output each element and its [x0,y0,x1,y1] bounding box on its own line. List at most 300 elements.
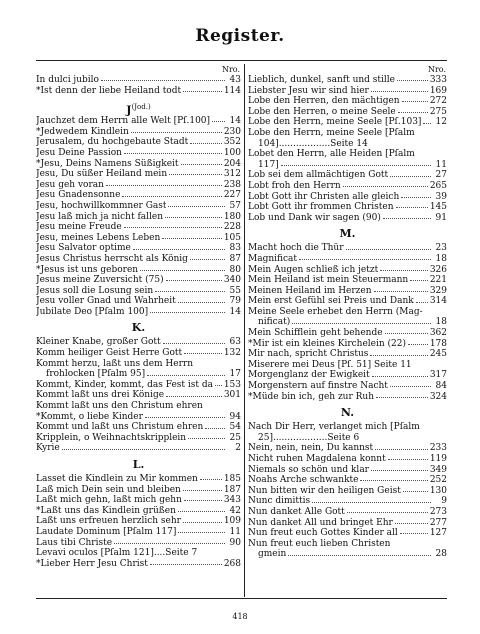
entry-number: 90 [229,537,241,548]
entry-number: 83 [229,243,241,254]
entry-title: Mein erst Gefühl sei Preis und Dank [248,296,414,307]
index-entry [36,265,241,276]
dot-leader [190,258,225,260]
entry-number: 80 [229,264,241,275]
entry-title: Jesu laß mich ja nicht fallen [36,211,164,222]
entry-number: 317 [429,370,447,381]
entry-title: Noahs Arche schwankte [248,475,359,486]
index-entry [248,518,447,529]
left-column [36,64,241,569]
index-entry [36,159,241,170]
entry-title: Miserere mei Deus [Pſ. 51] Seite 11 [248,359,412,370]
index-entry [36,474,241,485]
index-entry [248,170,447,181]
index-entry [36,380,241,391]
index-entry [36,127,241,138]
entry-number: 63 [229,337,241,348]
index-entry [248,128,447,139]
entry-number: 14 [229,116,241,127]
dot-leader [385,332,428,334]
index-entry [36,180,241,191]
index-entry [248,528,447,539]
index-entry [248,433,447,444]
entry-number: 79 [229,296,241,307]
entry-number: 11 [229,526,241,537]
dot-leader [183,90,222,92]
entry-number: 238 [223,179,241,190]
index-entry [248,496,447,507]
section-heading-j [36,96,241,116]
dot-leader [188,437,225,439]
page-number: 418 [232,612,248,621]
entry-title: Lobe den Herren, o meine Seele [248,106,396,117]
dot-leader [122,195,221,197]
entry-number: 268 [223,558,241,569]
dot-leader [166,279,222,281]
index-entry [36,201,241,212]
dot-leader [281,164,431,166]
entry-title: Mein Schifflein geht behende [248,328,383,339]
entry-title: Kommt, Kinder, kommt, das Fest ist da [36,379,213,390]
entry-title: Laß mich Dein sein und bleiben [36,484,181,495]
index-entry [36,212,241,223]
entry-title: Nein, nein, nein, Du kannst [248,443,374,454]
index-entry [248,307,447,318]
entry-number: 57 [229,200,241,211]
dot-leader [131,131,222,133]
entry-number: 227 [223,190,241,201]
entry-number: 54 [229,422,241,433]
dot-leader [162,237,222,239]
entry-title: Magnificat [248,253,298,264]
dot-leader [312,501,431,503]
entry-number: 2 [235,443,241,454]
dot-leader [370,354,427,356]
dot-leader [106,184,222,186]
dot-leader [166,395,222,397]
entry-title: Meinen Heiland im Herzen [248,285,372,296]
dot-leader [163,342,225,344]
entry-title: Jesu, Du süßer Heiland mein [36,169,168,180]
dot-leader [299,258,431,260]
entry-title: Jauchzet dem Herrn alle Welt [Pſ.100] [36,116,211,127]
index-entry [36,401,241,412]
entry-title: Laus tibi Christe [36,537,113,548]
entry-title: Lobe den Herren, den mächtigen [248,96,400,107]
entry-title: *Laßt uns das Kindlein grüßen [36,505,176,516]
dot-leader [360,479,427,481]
entry-title: Jesu, hochwillkommner Gast [36,200,167,211]
entry-number: 343 [223,495,241,506]
index-entry [36,337,241,348]
entry-title: *Jesus ist uns geboren [36,264,139,275]
index-entry [36,137,241,148]
index-entry [248,360,447,371]
dot-leader [168,205,225,207]
entry-title: *Müde bin ich, geh zur Ruh [248,391,375,402]
dot-leader [375,448,428,450]
entry-title: Jesu Gnadensonne [36,190,121,201]
index-entry [248,286,447,297]
dot-leader [114,542,225,544]
entry-title: Jesus Christus herrscht als König [36,253,188,264]
entry-number: 352 [223,137,241,148]
section-heading-m: M. [339,227,356,241]
index-entry [36,116,241,127]
top-rule [36,60,447,61]
index-entry [36,390,241,401]
dot-leader [343,185,428,187]
dot-leader [183,521,222,523]
entry-title: Kommt herzu, laßt uns dem Herrn [36,358,193,369]
dot-leader [169,173,222,175]
dot-leader [62,448,225,450]
entry-number: 221 [429,275,447,286]
entry-title: Kleiner Knabe, großer Gott [36,337,161,348]
entry-number: 324 [429,391,447,402]
dot-leader [178,301,225,303]
section-heading-n: N. [340,406,355,420]
index-entry [248,213,447,224]
entry-title: Nun freut euch lieben Christen [248,538,391,549]
entry-title: Kyrie [36,443,60,454]
index-entry [248,454,447,465]
dot-leader [184,352,222,354]
entry-title: Jesu Deine Passion [36,147,122,158]
entry-title: 25]...................Seite 6 [258,432,360,443]
dot-leader [396,206,428,208]
entry-title: Lob sei dem allmächtigen Gott [248,170,389,181]
entry-title: *Mir ist ein kleines Kirchelein (22) [248,338,407,349]
index-entry [248,107,447,118]
entry-title: Kripplein, o Weihnachtskripplein [36,432,187,443]
entry-number: 272 [429,96,447,107]
entry-title: Morgenglanz der Ewigkeit [248,370,370,381]
dot-leader [190,142,222,144]
dot-leader [145,416,225,418]
entry-number: 18 [435,253,447,264]
entry-number: 23 [435,243,447,254]
index-entry [36,527,241,538]
index-entry [36,190,241,201]
entry-title: Lobt Gott ihr Christen alle gleich [248,191,400,202]
index-entry [248,243,447,254]
entry-title: Kommt laßt uns den Christum ehren [36,401,203,412]
entry-number: 109 [223,516,241,527]
index-entry [36,548,241,559]
dot-leader [423,122,431,124]
entries-left-top [36,75,241,96]
index-entry [36,348,241,359]
index-entry [36,359,241,370]
entry-number: 204 [223,158,241,169]
section-note-jod: (Jod.) [131,103,151,112]
entry-title: Morgenstern auf finstre Nacht [248,381,388,392]
index-entry [248,75,447,86]
entry-title: 104]..................Seite 14 [258,138,368,149]
dot-leader [181,163,222,165]
entry-number: 132 [223,348,241,359]
entry-number: 230 [223,126,241,137]
entry-number: 17 [229,369,241,380]
entry-number: 105 [223,232,241,243]
entry-number: 326 [429,264,447,275]
entry-title: Macht hoch die Thür [248,243,344,254]
entry-title: Lasset die Kindlein zu Mir kommen [36,474,198,484]
entry-title: *Ist denn der liebe Heiland todt [36,85,182,96]
entry-number: 252 [429,475,447,486]
entry-title: Jesu, meines Lebens Leben [36,232,161,243]
entries-l [36,474,241,569]
index-entry [248,139,447,150]
entry-title: Komm heiliger Geist Herre Gott [36,348,183,359]
index-entry [248,96,447,107]
entry-title: Jesus meine Zuversicht (75) [36,275,164,286]
dot-leader [140,269,225,271]
index-entry [248,275,447,286]
entry-number: 12 [435,117,447,128]
dot-leader [155,290,225,292]
entry-number: 333 [429,75,447,85]
dot-leader [371,469,428,471]
index-entry [36,485,241,496]
entry-number: 27 [435,170,447,181]
nro-header-left: Nro. [221,65,240,74]
entries-m [248,243,447,402]
entry-title: Jesu meine Freude [36,222,122,233]
entry-number: 362 [429,328,447,339]
index-entry [36,286,241,297]
entry-number: 55 [229,285,241,296]
entry-number: 265 [429,180,447,191]
entry-number: 340 [223,275,241,286]
entry-number: 84 [435,381,447,392]
dot-leader [124,152,222,154]
entry-number: 9 [441,496,447,507]
dot-leader [376,396,428,398]
dot-leader [133,248,225,250]
entry-number: 187 [223,484,241,495]
entry-title: Levavi oculos [Pſalm 121]....Seite 7 [36,548,198,559]
dot-leader [178,510,225,512]
entry-title: Kommt laßt uns drei Könige [36,390,165,401]
entry-number: 14 [229,306,241,317]
dot-leader [383,217,431,219]
entry-number: 130 [429,485,447,496]
index-entry [248,317,447,328]
index-entry [248,117,447,128]
dot-leader [150,311,225,313]
entry-title: *Lieber Herr Jesu Christ [36,558,148,569]
entry-number: 11 [435,159,447,170]
index-entry [36,296,241,307]
entry-title: Lob und Dank wir sagen (90) [248,212,381,223]
dot-leader [388,458,428,460]
index-entry [248,181,447,192]
index-entry [36,422,241,433]
dot-leader [292,322,431,324]
index-entry [248,202,447,213]
entry-number: 43 [229,75,241,85]
entry-number: 178 [429,338,447,349]
index-entry [36,538,241,549]
index-entry [248,86,447,97]
entry-title: Jerusalem, du hochgebaute Stadt [36,137,189,148]
dot-leader [374,290,428,292]
entry-title: Nunc dimittis [248,496,311,507]
dot-leader [410,279,428,281]
entry-number: 28 [435,549,447,560]
index-entry [36,307,241,318]
entry-title: Lieblich, dunkel, sanft und stille [248,75,395,85]
entry-number: 25 [229,432,241,443]
index-entry [248,192,447,203]
entry-title: Meine Seele erhebet den Herrn (Mag- [248,306,423,317]
index-entry [248,339,447,350]
entry-number: 91 [435,212,447,223]
dot-leader [200,478,222,480]
entry-number: 245 [429,349,447,360]
dot-leader [398,111,428,113]
index-entry [248,328,447,339]
entry-title: Liebster Jesu wir sind hier [248,85,369,96]
entry-title: Nun freut euch Gottes Kinder all [248,528,398,539]
index-entry [248,381,447,392]
entry-number: 312 [223,169,241,180]
entries-right-top [248,75,447,223]
index-entry [36,222,241,233]
bottom-rule [36,598,447,599]
index-entry [36,86,241,97]
index-entry [248,475,447,486]
right-column [248,64,447,560]
dot-leader [372,375,428,377]
entry-title: 117] [258,159,279,170]
index-entry [248,149,447,160]
dot-leader [390,175,431,177]
dot-leader [408,343,428,345]
dot-leader [124,226,222,228]
index-entry [36,412,241,423]
index-entry [36,148,241,159]
entry-title: Jesu geh voran [36,179,104,190]
dot-leader [416,301,428,303]
entry-title: Lobe den Herrn, meine Seele [Pſalm [248,127,415,138]
entry-number: 228 [223,222,241,233]
dot-leader [184,499,222,501]
dot-leader [165,216,222,218]
entry-number: 349 [429,464,447,475]
entry-title: Niemals so schön und klar [248,464,369,475]
page-title: Register. [195,26,285,46]
index-entry [248,549,447,560]
entry-title: Lobt froh den Herrn [248,180,341,191]
index-entry [248,507,447,518]
dot-leader [400,532,428,534]
index-entry [36,369,241,380]
index-entry [248,443,447,454]
index-entry [36,559,241,570]
entry-title: Jesu Salvator optime [36,243,131,254]
dot-leader [403,490,428,492]
entry-title: Lobt Gott ihr frommen Christen [248,202,394,213]
dot-leader [101,79,225,81]
entry-number: 233 [429,443,447,454]
index-entry [36,254,241,265]
dot-leader [397,79,428,81]
entry-title: Mir nach, spricht Christus [248,349,369,360]
entry-title: Lobet den Herrn, alle Heiden [Pſalm [248,149,415,160]
index-entry [36,506,241,517]
index-entry [36,243,241,254]
index-entry [248,349,447,360]
dot-leader [380,269,428,271]
index-entry [248,160,447,171]
entry-title: Nicht ruhen Magdalena konnt [248,454,386,464]
entry-number: 127 [429,528,447,539]
index-entry [248,370,447,381]
dot-leader [402,100,428,102]
index-entry [248,254,447,265]
dot-leader [346,248,431,250]
entry-number: 169 [429,85,447,96]
entry-title: Nun bitten wir den heiligen Geist [248,485,401,496]
dot-leader [205,427,225,429]
entries-k [36,337,241,454]
dot-leader [395,522,428,524]
entry-number: 145 [429,202,447,213]
entry-title: Laßt uns erfreuen herzlich sehr [36,516,181,527]
index-entry [248,422,447,433]
index-entry [36,433,241,444]
dot-leader [347,511,428,513]
entry-number: 275 [429,106,447,117]
entry-number: 329 [429,285,447,296]
dot-leader [178,531,225,533]
entry-number: 185 [223,474,241,484]
entry-title: Lobe den Herrn, meine Seele [Pſ.103] [248,117,422,128]
index-entry [248,392,447,403]
entry-title: Mein Heiland ist mein Steuermann [248,275,409,286]
entry-number: 39 [435,191,447,202]
dot-leader [371,90,428,92]
dot-leader [215,384,222,386]
section-letter-j: J [126,103,132,117]
section-heading-l: L. [132,458,145,471]
dot-leader [147,374,225,376]
entry-number: 94 [229,411,241,422]
entry-title: Laßt mich gehn, laßt mich gehn [36,495,182,506]
dot-leader [150,563,222,565]
entry-title: Nun danket All und bringet Ehr [248,517,393,528]
entries-j [36,116,241,317]
entry-title: In dulci jubilo [36,75,99,85]
entry-title: Nach Dir Herr, verlanget mich [Pſalm [248,422,420,433]
entry-title: frohlocken [Pſalm 95] [46,369,146,380]
index-entry [248,486,447,497]
entry-title: *Jesu, Deins Namens Süßigkeit [36,158,179,169]
entry-number: 119 [429,454,447,464]
entry-title: Mein Augen schließ ich jetzt [248,264,379,275]
entry-title: nificat) [258,317,291,328]
index-entry [36,443,241,454]
section-heading-k: K. [131,321,146,335]
entry-title: Jesus soll die Losung sein [36,285,154,296]
index-entry [36,516,241,527]
index-entry [36,169,241,180]
entry-number: 180 [223,211,241,222]
index-entry [36,275,241,286]
